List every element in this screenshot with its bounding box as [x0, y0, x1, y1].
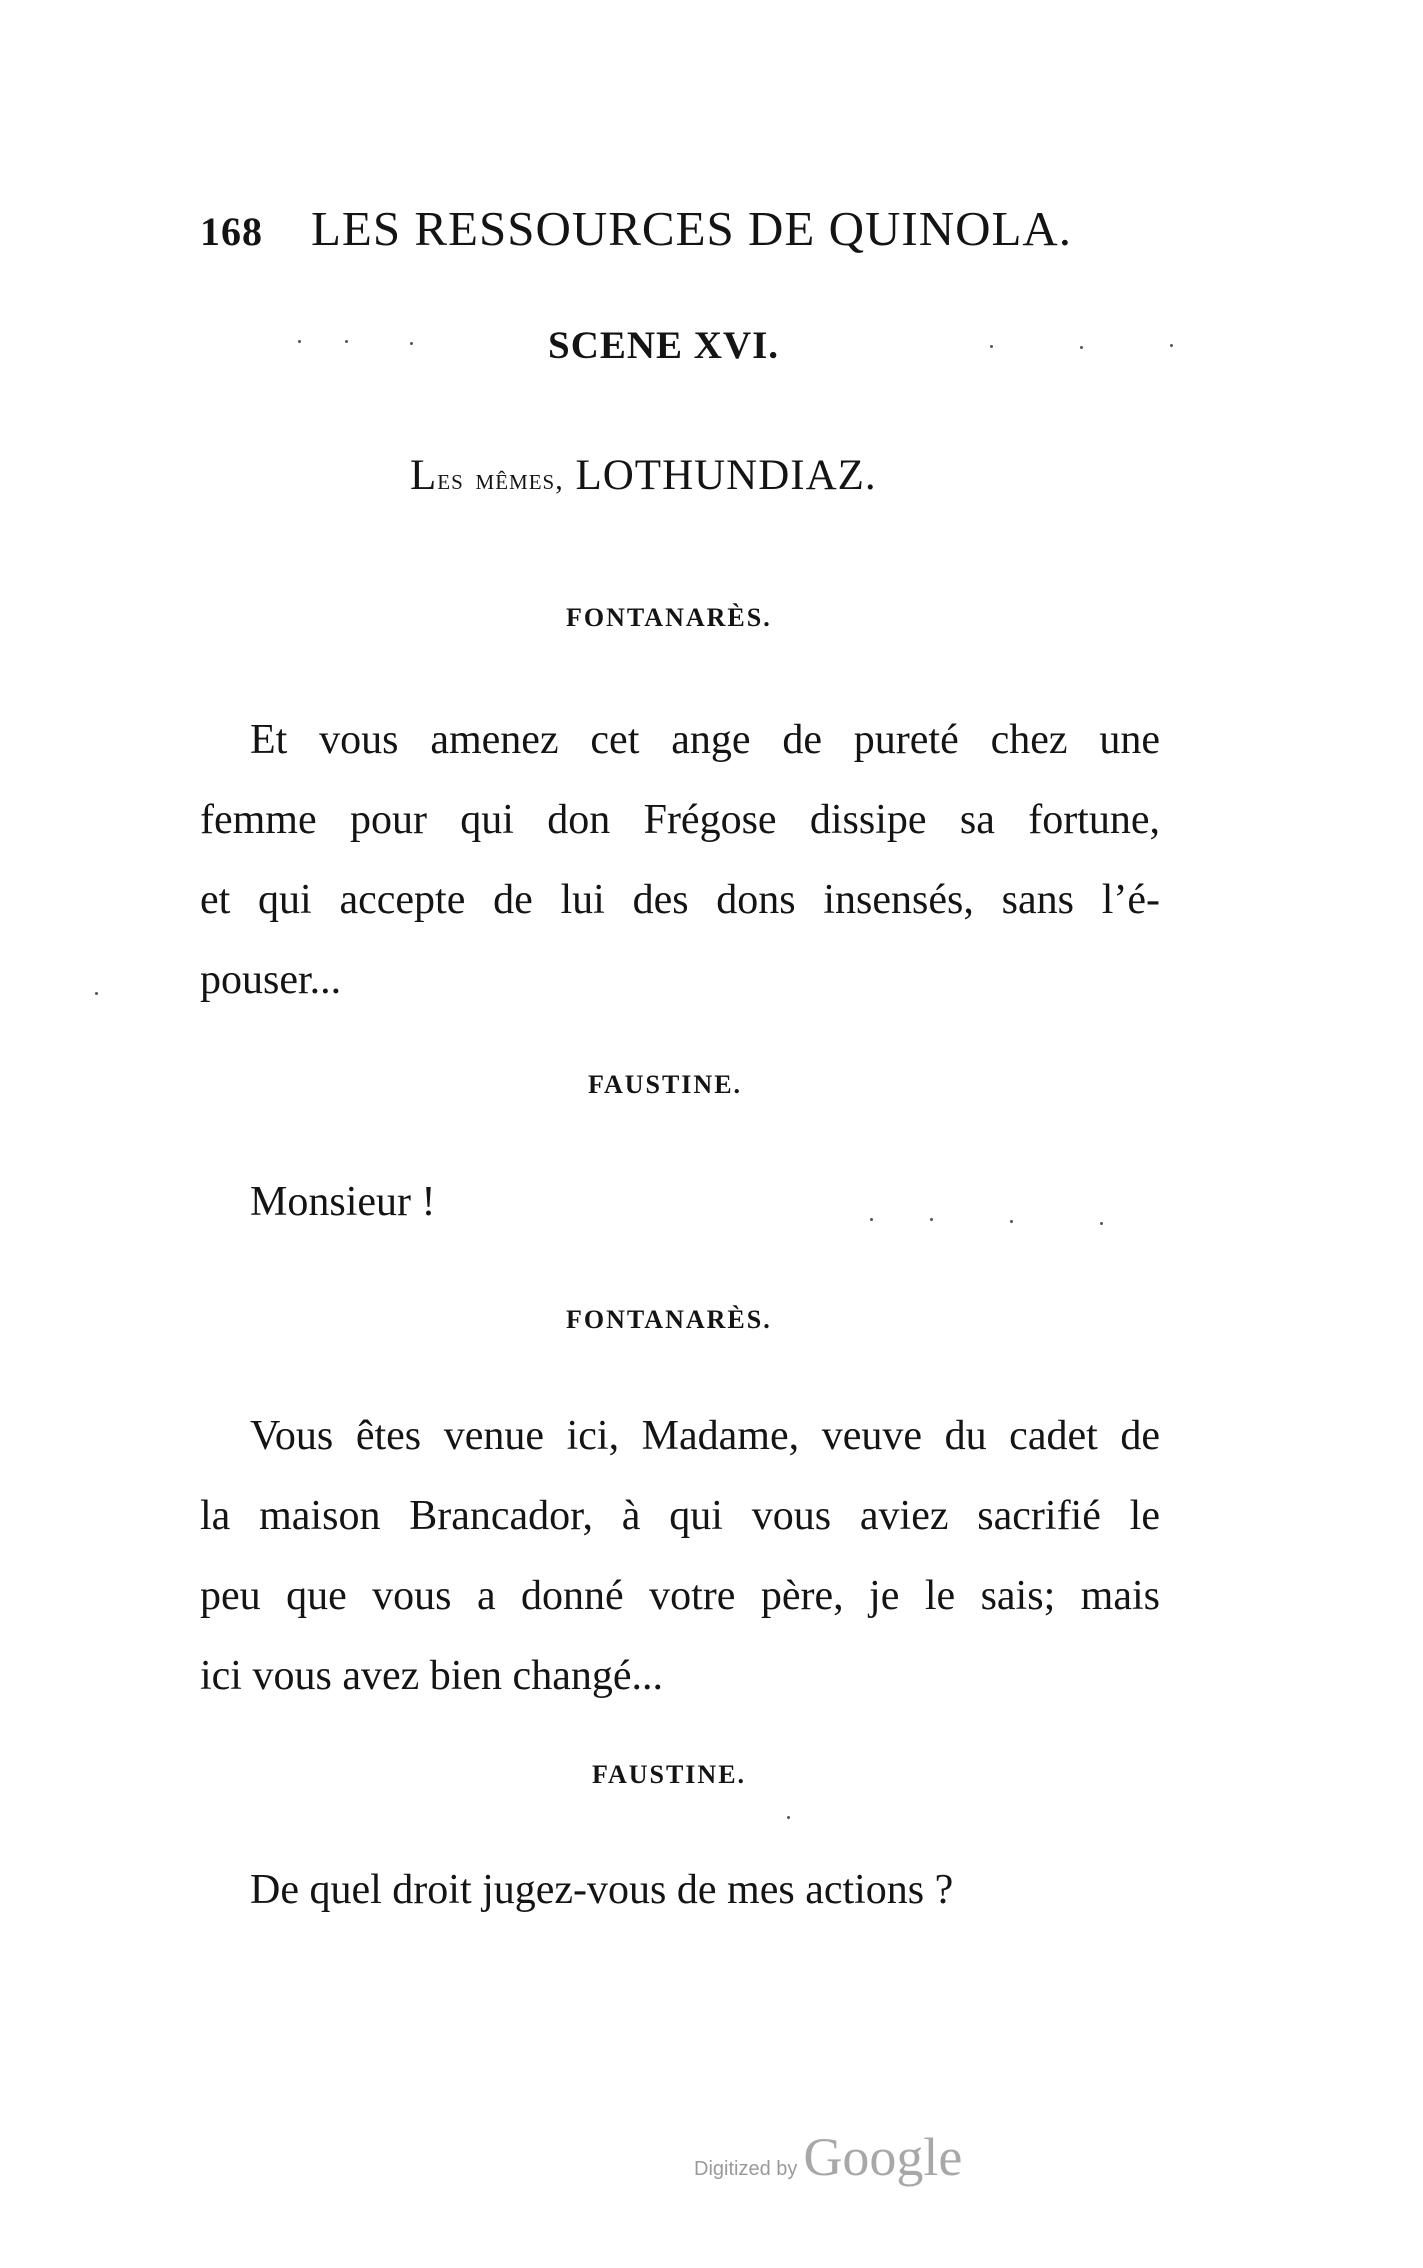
speaker-name: FONTANARÈS.	[566, 1305, 772, 1334]
speech-line: femme pour qui don Frégose dissipe sa fortune,	[200, 797, 1160, 843]
speech-line: Vous êtes venue ici, Madame, veuve du cadet de	[250, 1413, 1160, 1459]
speech-line: Monsieur !	[250, 1179, 436, 1225]
speech-line: et qui accepte de lui des dons insensés, sans l’é-	[200, 877, 1160, 923]
scan-speck	[298, 340, 301, 343]
speech-line: ici vous avez bien changé...	[200, 1653, 663, 1699]
speech-block	[200, 1396, 1160, 1716]
characters-memes: mêmes,	[475, 463, 564, 496]
scan-speck	[95, 992, 98, 995]
scan-speck	[1170, 344, 1173, 347]
running-head	[200, 200, 1073, 257]
speech-line: De quel droit jugez-vous de mes actions ?	[250, 1867, 954, 1913]
scan-speck	[1080, 346, 1083, 349]
speech-line: la maison Brancador, à qui vous aviez sacrifié le	[200, 1493, 1160, 1539]
scan-speck	[930, 1218, 933, 1221]
characters-name: LOTHUNDIAZ.	[575, 452, 877, 499]
digitized-footer	[694, 2126, 962, 2188]
google-logo: Google	[803, 2127, 963, 2187]
scan-speck	[1100, 1222, 1103, 1225]
scene-title: SCENE XVI.	[548, 324, 780, 367]
scan-speck	[787, 1816, 790, 1819]
speaker-name: FONTANARÈS.	[566, 603, 772, 632]
speaker-name: FAUSTINE.	[588, 1070, 743, 1099]
speech-line: peu que vous a donné votre père, je le sais; mais	[200, 1573, 1160, 1619]
page-number: 168	[200, 209, 263, 254]
characters-prefix-initial: L	[410, 452, 438, 499]
characters-prefix-rest: es	[437, 463, 464, 496]
speech-block	[250, 1850, 953, 1930]
speaker-name: FAUSTINE.	[592, 1760, 747, 1789]
scan-speck	[990, 345, 993, 348]
scan-speck	[345, 340, 348, 343]
speech-block	[200, 700, 1160, 1020]
speech-line: Et vous amenez cet ange de pureté chez une	[250, 717, 1160, 763]
speech-line: pouser...	[200, 957, 342, 1003]
scan-speck	[870, 1218, 873, 1221]
digitized-label: Digitized by	[694, 2158, 798, 2180]
speech-block	[250, 1162, 435, 1242]
scan-speck	[1010, 1220, 1013, 1223]
scene-characters	[410, 451, 877, 500]
running-title: LES RESSOURCES DE QUINOLA.	[311, 201, 1073, 256]
scan-speck	[410, 342, 413, 345]
